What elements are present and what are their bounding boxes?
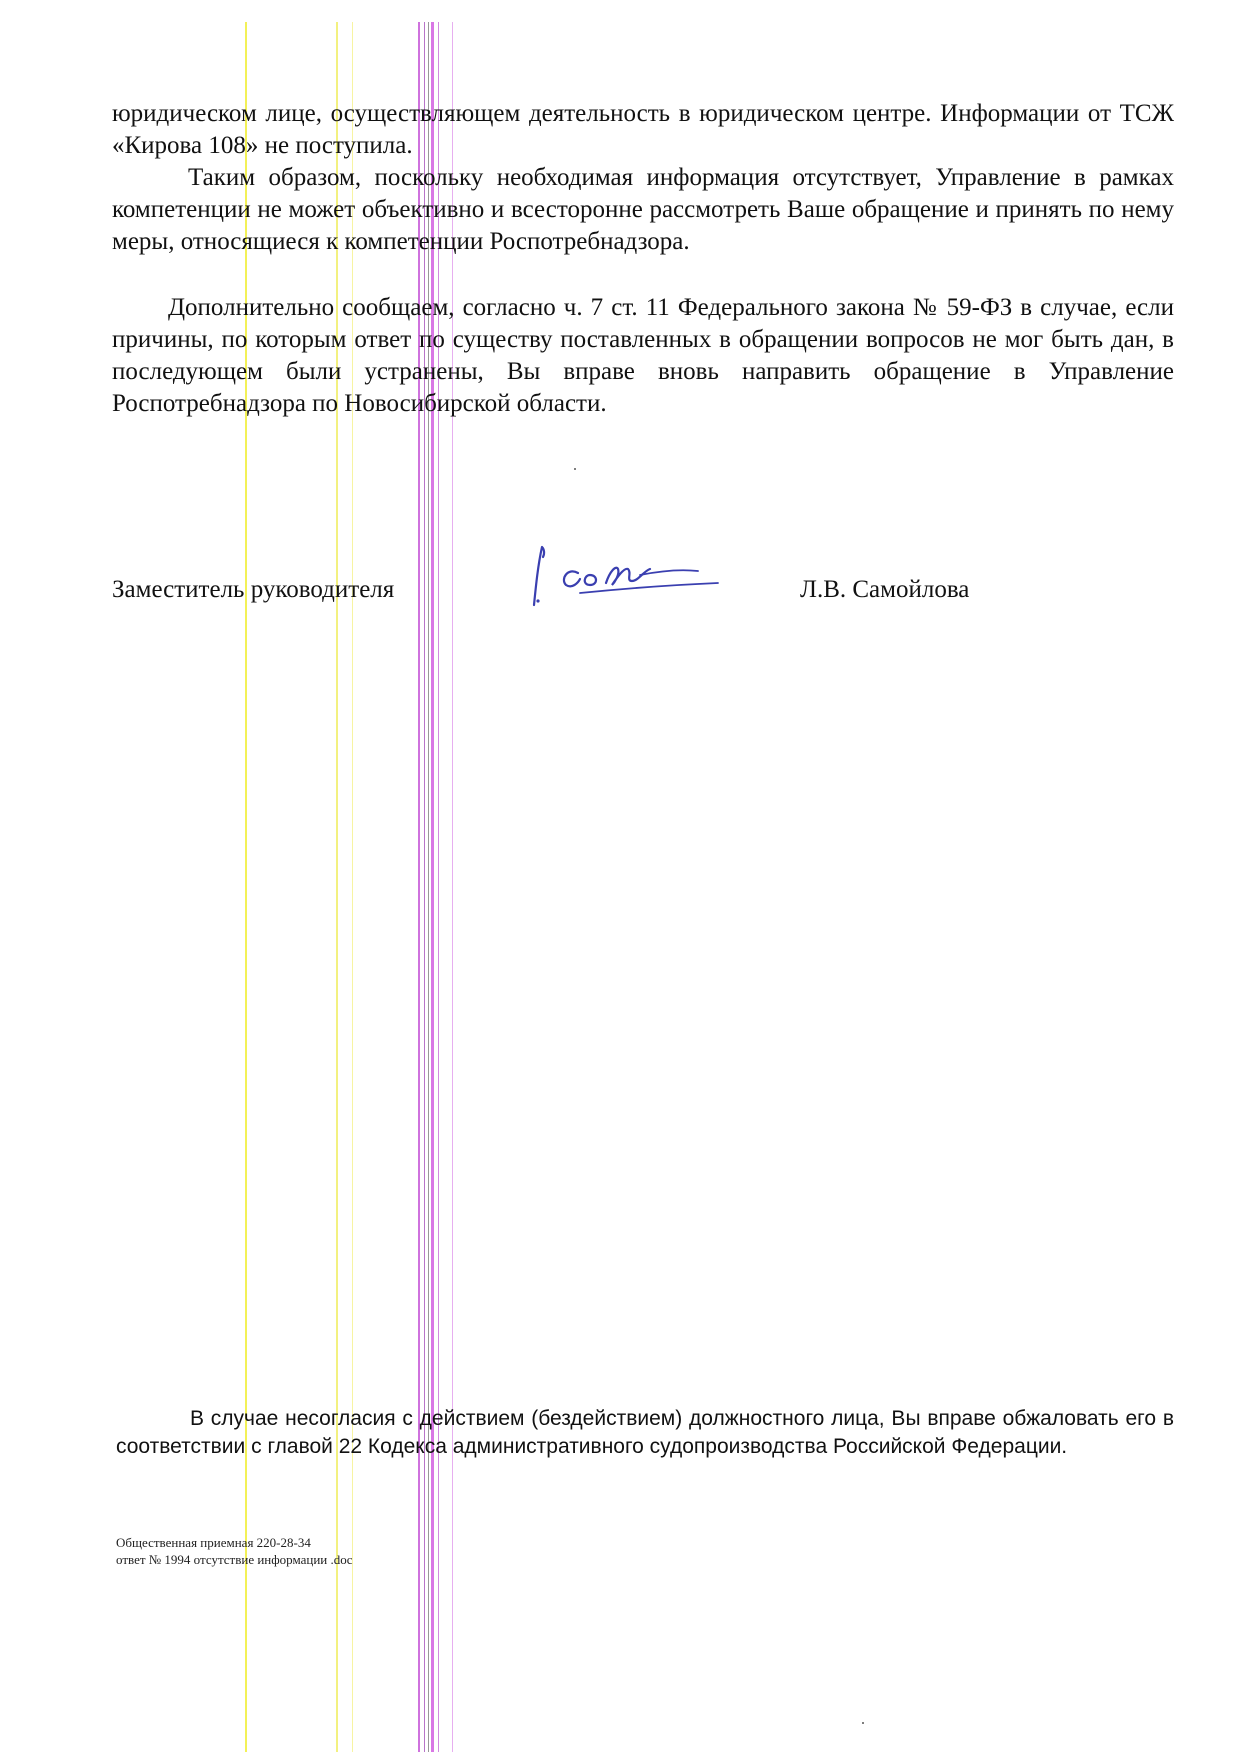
scan-artifact-line <box>424 22 425 1752</box>
public-reception-phone: Общественная приемная 220-28-34 <box>116 1535 311 1550</box>
signer-name: Л.В. Самойлова <box>800 576 970 603</box>
scan-artifact-line <box>352 22 353 1752</box>
scan-artifact-line <box>428 22 429 1752</box>
appeal-notice: В случае несогласия с действием (бездействием) должностного лица, Вы вправе обжаловать его в соответствии с главой 22 Кодекса административного судопроизводства Российской Федерации. <box>116 1407 1174 1458</box>
scan-artifact-line <box>452 22 453 1752</box>
signer-position: Заместитель руководителя <box>112 576 395 603</box>
scan-artifact-line <box>245 22 247 1752</box>
handwritten-signature <box>520 535 720 615</box>
scan-speck <box>574 468 576 470</box>
body-paragraph-1: юридическом лице, осуществляющем деятельность в юридическом центре. Информации от ТСЖ «Кирова 108» не поступила. <box>112 100 1174 159</box>
scan-speck <box>862 1722 864 1724</box>
body-paragraph-3: Дополнительно сообщаем, согласно ч. 7 ст. 11 Федерального закона № 59-ФЗ в случае, если причины, по которым ответ по существу поставленных в обращении вопросов не мог быть дан, в последующем были устранены, Вы вправе вновь направить обращение в Управление Роспотребнадзора по Новосибирской области. <box>112 294 1174 417</box>
scan-artifact-line <box>431 22 434 1752</box>
scan-artifact-line <box>336 22 338 1752</box>
document-file-reference: ответ № 1994 отсутствие информации .doc <box>116 1552 353 1567</box>
scan-artifact-line <box>418 22 420 1752</box>
scan-artifact-line <box>438 22 439 1752</box>
body-paragraph-2: Таким образом, поскольку необходимая информация отсутствует, Управление в рамках компетенции не может объективно и всесторонне рассмотреть Ваше обращение и принять по нему меры, относящиеся к компетенции Роспотребнадзора. <box>112 164 1174 255</box>
